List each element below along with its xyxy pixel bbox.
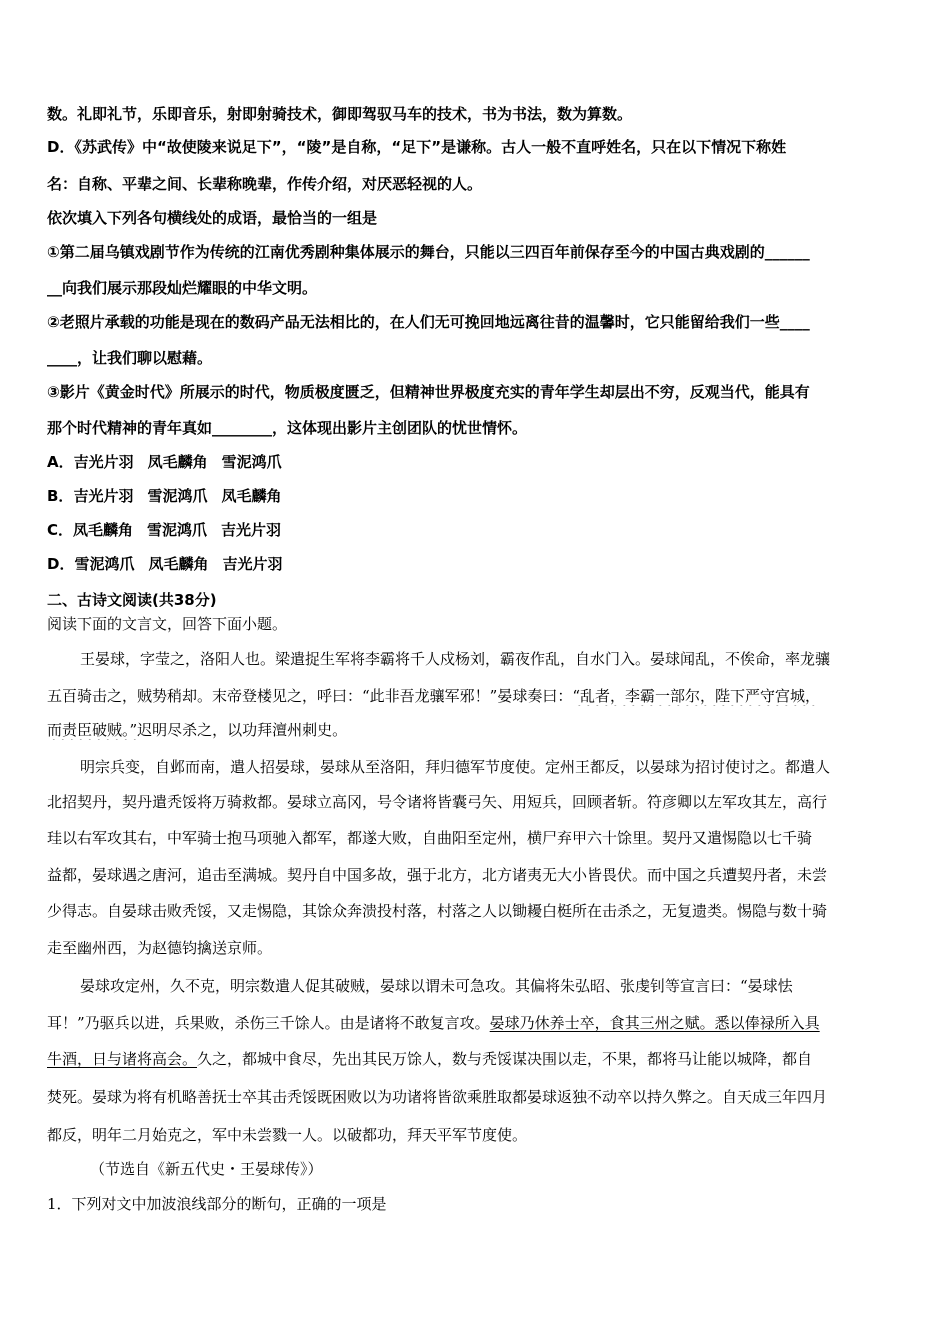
passage-p1-line-3 [47, 719, 907, 740]
passage-p2-line-3: 珪以右军攻其右，中军骑士抱马项驰入都军，都遂大败，自曲阳至定州，横尸弃甲六十馀里。契丹又遣惕隐以七千骑 [47, 829, 813, 847]
option-word: 雪泥鸿爪 [221, 453, 282, 471]
passage-text: 久之，都城中食尽，先出其民万馀人，数与秃馁谋决围以走，不果，都将马让能以城降，都自 [197, 1050, 813, 1068]
option-label: D． [47, 555, 75, 573]
passage-text: 迟明尽杀之，以功拜澶州刺史。 [137, 721, 348, 739]
option-word: 吉光片羽 [73, 453, 134, 471]
underlined-text: 晏球乃休养士卒，食其三州之赋。悉以俸禄所入具 [489, 1014, 820, 1032]
passage-p1-line-1: 王晏球，字莹之，洛阳人也。梁遣捉生军将李霸将千人戍杨刘，霸夜作乱，自水门入。晏球闻乱，不俟命，率龙骧 [80, 650, 831, 668]
question-stem: 依次填入下列各句横线处的成语，最恰当的一组是 [47, 209, 378, 227]
sentence-3-line-1: ③影片《黄金时代》所展示的时代，物质极度匮乏，但精神世界极度充实的青年学生却层出不穷，反观当代，能具有 [47, 383, 810, 401]
passage-p3-line-2 [47, 1012, 907, 1033]
wavy-underlined-text: 而责臣破贼。” [47, 721, 138, 739]
option-word: 雪泥鸿爪 [147, 521, 208, 539]
explanation-line-3: 名：自称、平辈之间、长辈称晚辈，作传介绍，对厌恶轻视的人。 [47, 175, 483, 193]
sentence-1-line-2: __向我们展示那段灿烂耀眼的中华文明。 [47, 279, 318, 297]
option-word: 雪泥鸿爪 [74, 555, 135, 573]
option-label: B． [47, 487, 74, 505]
wavy-underlined-text: “乱者，李霸一部尔，陛下严守宫城， [572, 687, 821, 705]
underlined-text: 牛酒，日与诸将高会。 [47, 1050, 198, 1068]
passage-p2-line-4: 益都，晏球遇之唐河，追击至满城。契丹自中国多故，强于北方，北方诸夷无大小皆畏伏。而中国之兵遭契丹者，未尝 [47, 866, 828, 884]
section-heading: 二、古诗文阅读(共38分) [47, 591, 217, 609]
option-a [47, 451, 907, 472]
passage-p2-line-5: 少得志。自晏球击败秃馁，又走惕隐，其馀众奔溃投村落，村落之人以锄耰白梃所在击杀之，无复遗类。惕隐与数十骑 [47, 902, 828, 920]
explanation-line-1: 数。礼即礼节，乐即音乐，射即射骑技术，御即驾驭马车的技术，书为书法，数为算数。 [47, 105, 633, 123]
passage-text: 五百骑击之，贼势稍却。末帝登楼见之，呼曰：“此非吾龙骧军邪！”晏球奏曰： [47, 687, 573, 705]
option-word: 吉光片羽 [222, 555, 283, 573]
option-c [47, 519, 907, 540]
sentence-2-line-1: ②老照片承载的功能是现在的数码产品无法相比的，在人们无可挽回地远离往昔的温馨时，它只能留给我们一些____ [47, 313, 810, 331]
question-1-stem: 1．下列对文中加波浪线部分的断句，正确的一项是 [47, 1195, 387, 1213]
explanation-line-2: D．《苏武传》中“故使陵来说足下”，“陵”是自称，“足下”是谦称。古人一般不直呼姓名，只在以下情况下称姓 [47, 138, 787, 156]
option-label: A． [47, 453, 74, 471]
option-word: 凤毛麟角 [148, 555, 209, 573]
passage-p3-line-4: 焚死。晏球为将有机略善抚士卒其击秃馁既困败以为功诸将皆欲乘胜取都晏球返独不动卒以持久弊之。自天成三年四月 [47, 1088, 828, 1106]
passage-p3-line-5: 都反，明年二月始克之，军中未尝戮一人。以破都功，拜天平军节度使。 [47, 1126, 528, 1144]
passage-p3-line-1: 晏球攻定州，久不克，明宗数遣人促其破贼，晏球以谓未可急攻。其偏将朱弘昭、张虔钊等宣言曰：“晏球怯 [80, 977, 793, 995]
passage-p3-line-3 [47, 1048, 907, 1069]
option-d [47, 553, 907, 574]
passage-p1-line-2 [47, 685, 907, 706]
passage-text: 耳！”乃驱兵以进，兵果败，杀伤三千馀人。由是诸将不敢复言攻。 [47, 1014, 490, 1032]
sentence-2-line-2: ____，让我们聊以慰藉。 [47, 349, 213, 367]
passage-source: （节选自《新五代史・王晏球传》） [90, 1160, 323, 1178]
sentence-3-line-2: 那个时代精神的青年真如________，这体现出影片主创团队的忧世情怀。 [47, 419, 528, 437]
reading-instruction: 阅读下面的文言文，回答下面小题。 [47, 615, 288, 633]
option-word: 凤毛麟角 [73, 521, 134, 539]
passage-p2-line-1: 明宗兵变，自邺而南，遣人招晏球，晏球从至洛阳，拜归德军节度使。定州王都反，以晏球为招讨使讨之。都遣人 [80, 758, 831, 776]
option-b [47, 485, 907, 506]
option-label: C． [47, 521, 74, 539]
passage-p2-line-6: 走至幽州西，为赵德钧擒送京师。 [47, 939, 273, 957]
option-word: 吉光片羽 [73, 487, 134, 505]
sentence-1-line-1: ①第二届乌镇戏剧节作为传统的江南优秀剧种集体展示的舞台，只能以三四百年前保存至今的中国古典戏剧的______ [47, 243, 810, 261]
option-word: 吉光片羽 [221, 521, 282, 539]
option-word: 凤毛麟角 [221, 487, 282, 505]
option-word: 雪泥鸿爪 [147, 487, 208, 505]
option-word: 凤毛麟角 [147, 453, 208, 471]
passage-p2-line-2: 北招契丹，契丹遣秃馁将万骑救都。晏球立高冈，号令诸将皆囊弓矢、用短兵，回顾者斩。符彦卿以左军攻其左，高行 [47, 793, 828, 811]
